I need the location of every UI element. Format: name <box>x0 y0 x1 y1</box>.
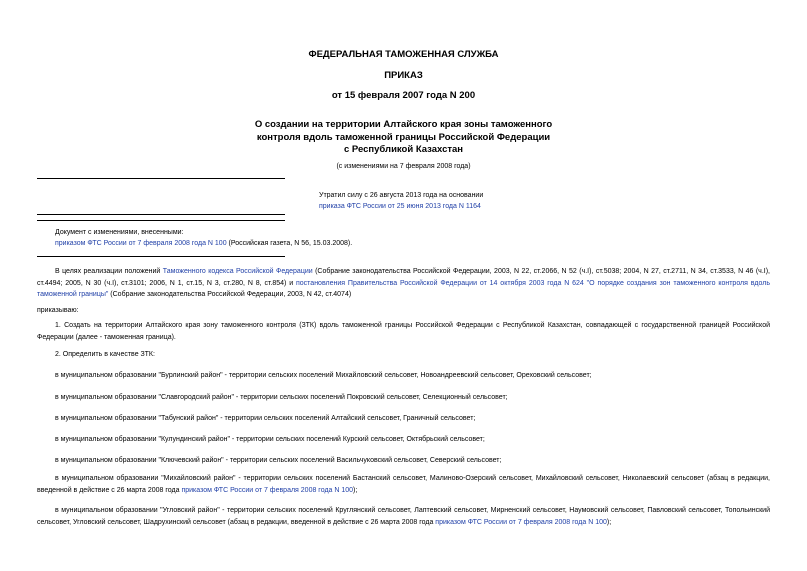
status-note <box>319 190 483 212</box>
doc-type-heading: ПРИКАЗ <box>384 70 423 81</box>
amending-order-link[interactable]: приказом ФТС России от 7 февраля 2008 года N 100 <box>55 240 227 247</box>
customs-code-link[interactable]: Таможенного кодекса Российской Федерации <box>162 268 313 275</box>
amending-order-link[interactable]: приказом ФТС России от 7 февраля 2008 года N 100 <box>435 518 607 526</box>
municipality-paragraph: в муниципальном образовании "Кулундинский район" - территории сельских поселений Курский сельсовет, Октябрьский сельсовет; <box>55 436 485 443</box>
divider <box>37 214 285 215</box>
subject-line: контроля вдоль таможенной границы Российской Федерации <box>256 131 551 143</box>
subject-line: О создании на территории Алтайского края зоны таможенного <box>254 119 553 130</box>
municipality-text: в муниципальном образовании "Угловский район" - территории сельских поселений Круглянский сельсовет, Лаптевский сельсовет, Мирненский сельсовет, Наумовский сельсовет, Павловский сельсовет, Топольинский сельсовет, Угловский сельсовет, Шадрухинский сельсовет (абзац в редакции, введенной в действие с 26 марта 2008 года <box>37 507 770 526</box>
agency-heading: ФЕДЕРАЛЬНАЯ ТАМОЖЕННАЯ СЛУЖБА <box>308 49 499 60</box>
divider <box>37 178 285 179</box>
municipality-text: ); <box>606 518 612 526</box>
divider <box>37 256 285 257</box>
changes-title: Документ с изменениями, внесенными: <box>55 229 184 236</box>
intro-text: В целях реализации положений <box>55 268 163 275</box>
changes-note <box>55 227 352 249</box>
government-decree-link[interactable]: постановления Правительства Российской Федерации от 14 октября 2003 года N 624 "О порядке создания зон таможенного контроля вдоль таможенной границы" <box>37 279 770 298</box>
divider <box>37 220 285 221</box>
municipality-paragraph: в муниципальном образовании "Бурлинский район" - территории сельских поселений Михайловский сельсовет, Новоандреевский сельсовет, Ореховский сельсовет; <box>55 372 592 379</box>
edition-note: (с изменениями на 7 февраля 2008 года) <box>336 163 471 170</box>
municipality-paragraph <box>37 473 770 496</box>
municipality-paragraph <box>37 505 770 528</box>
intro-paragraph <box>37 266 770 301</box>
doc-date-heading: от 15 февраля 2007 года N 200 <box>331 90 476 101</box>
amending-order-link[interactable]: приказом ФТС России от 7 февраля 2008 года N 100 <box>181 486 354 494</box>
document-subject <box>0 119 807 157</box>
municipality-paragraph: в муниципальном образовании "Табунский район" - территории сельских поселений Алтайский сельсовет, Граничный сельсовет; <box>55 415 476 422</box>
changes-source: (Российская газета, N 56, 15.03.2008). <box>226 240 353 247</box>
subject-line: с Республикой Казахстан <box>343 144 464 155</box>
item-1: 1. Создать на территории Алтайского края зону таможенного контроля (ЗТК) вдоль таможенной границы Российской Федерации с Республикой Казахстан, совпадающей с государственной границей Российской Федерации (далее - таможенная граница). <box>37 322 770 341</box>
item-2: 2. Определить в качестве ЗТК: <box>55 351 155 358</box>
repeal-order-link[interactable]: приказа ФТС России от 25 июня 2013 года N 1164 <box>319 203 481 210</box>
municipality-paragraph: в муниципальном образовании "Ключевский район" - территории сельских поселений Васильчуковский сельсовет, Северский сельсовет; <box>55 457 502 464</box>
municipality-text: ); <box>353 486 358 494</box>
status-text: Утратил силу с 26 августа 2013 года на основании <box>319 192 484 199</box>
municipality-text: в муниципальном образовании "Михайловский район" - территории сельских поселений Бастанский сельсовет, Малиново-Озерский сельсовет, Михайловский сельсовет, Николаевский сельсовет (абзац в редакции, введенной в действие с 26 марта 2008 года <box>37 475 770 494</box>
order-word: приказываю: <box>37 307 79 314</box>
intro-text: (Собрание законодательства Российской Федерации, 2003, N 42, ст.4074) <box>108 291 352 298</box>
municipality-paragraph: в муниципальном образовании "Славгородский район" - территории сельских поселений Покровский сельсовет, Селекционный сельсовет; <box>55 394 508 401</box>
intro-text: (Собрание законодательства Российской Федерации, 2003, N 22, ст.2066, N 52 (ч.I), ст.5038; 2004, N 27, ст.2711, N 34, ст.3533, N 46 (ч.I), ст.4494; 2005, N 30 (ч.I), ст.3101; 2006, N 1, ст.15, N 3, ст.280, N 8, ст.854) и <box>37 268 770 287</box>
